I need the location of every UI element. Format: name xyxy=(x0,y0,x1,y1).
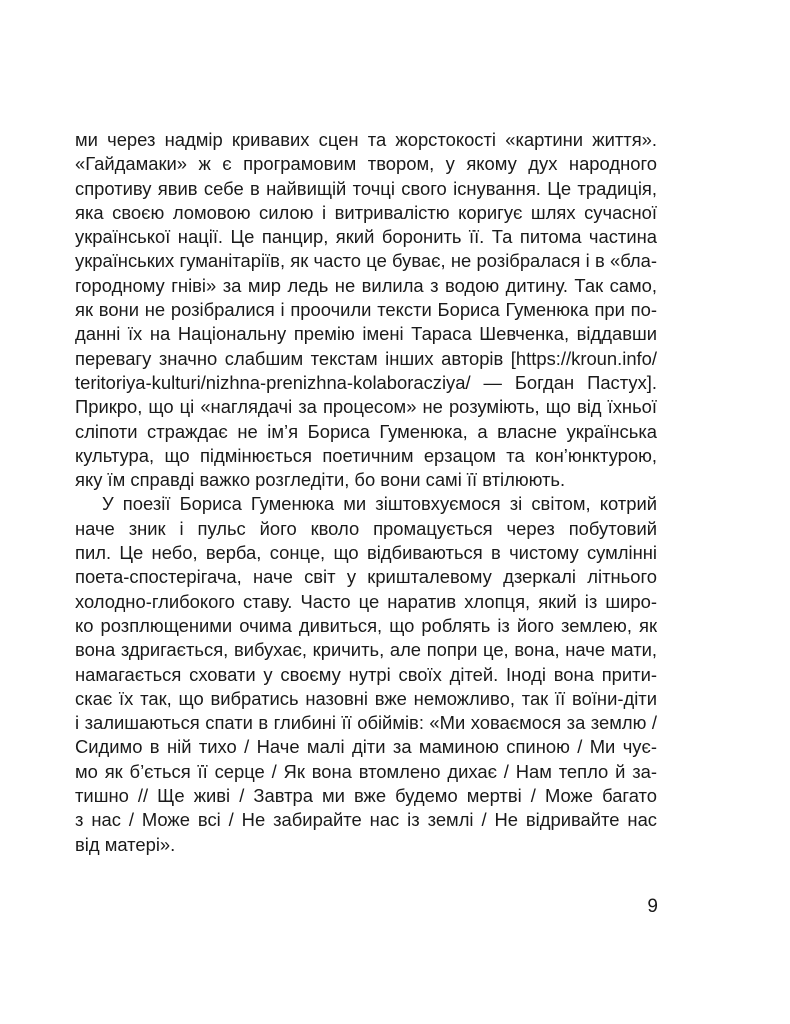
text-line: яку їм справді важко розгледіти, бо вони самі її втілюють. xyxy=(75,469,566,491)
text-line: скає їх так, що вибратись назовні вже неможливо, так її воїни-діти xyxy=(75,687,657,709)
text-line: як вони не розібралися і проочили тексти Бориса Гуменюка при по- xyxy=(75,299,657,321)
text-line: Сидимо в ній тихо / Наче малі діти за маминою спиною / Ми чує- xyxy=(75,736,657,758)
text-line: з нас / Може всі / Не забирайте нас із землі / Не відривайте нас xyxy=(75,809,657,831)
text-line: перевагу значно слабшим текстам інших авторів [https://kroun.info/ xyxy=(75,347,657,369)
text-line: ми через надмір кривавих сцен та жорстокості «картини життя». xyxy=(75,129,657,150)
text-line: мо як б’ється її серце / Як вона втомлено дихає / Нам тепло й за- xyxy=(75,760,657,782)
text-line: української нації. Це панцир, який боронить її. Та питома частина xyxy=(75,226,657,248)
paragraph-1 xyxy=(75,128,657,492)
paragraph-2 xyxy=(75,492,657,856)
text-line: яка своєю ломовою силою і витривалістю коригує шлях сучасної xyxy=(75,201,657,223)
text-line: сліпоти страждає не ім’я Бориса Гуменюка, а власне українська xyxy=(75,420,657,442)
text-line: і залишаються спати в глибині її обіймів: «Ми ховаємося за землю / xyxy=(75,712,657,734)
text-line: ко розплющеними очима дивиться, що роблять із його землею, як xyxy=(75,614,657,636)
text-line: Прикро, що ці «наглядачі за процесом» не розуміють, що від їхньої xyxy=(75,396,657,418)
page-body xyxy=(75,128,657,857)
text-line: данні їх на Національну премію імені Тараса Шевченка, віддавши xyxy=(75,323,657,345)
page-number: 9 xyxy=(647,896,658,917)
text-line: вона здригається, вибухає, кричить, але попри це, вона, наче мати, xyxy=(75,639,657,661)
text-line: пил. Це небо, верба, сонце, що відбиваються в чистому сумлінні xyxy=(75,542,657,564)
text-line: teritoriya-kulturi/nizhna-prenizhna-kolaboracziya/ — Богдан Пастух]. xyxy=(75,371,657,393)
text-line: наче зник і пульс його кволо промацується через побутовий xyxy=(75,517,657,539)
text-line: У поезії Бориса Гуменюка ми зіштовхуємося зі світом, котрий xyxy=(102,493,657,515)
text-line: від матері». xyxy=(75,833,176,855)
text-line: городному гніві» за мир ледь не вилила з водою дитину. Так само, xyxy=(75,274,657,296)
text-line: спротиву явив себе в найвищій точці свого існування. Це традиція, xyxy=(75,177,657,199)
text-line: поета-спостерігача, наче світ у кришталевому дзеркалі літнього xyxy=(75,566,657,588)
text-line: українських гуманітаріїв, як часто це буває, не розібралася і в «бла- xyxy=(75,250,657,272)
text-line: «Гайдамаки» ж є програмовим твором, у якому дух народного xyxy=(75,153,657,175)
text-line: намагається сховати у своєму нутрі своїх дітей. Іноді вона прити- xyxy=(75,663,657,685)
text-line: холодно-глибокого ставу. Часто це наратив хлопця, який із широ- xyxy=(75,590,657,612)
text-line: тишно // Ще живі / Завтра ми вже будемо мертві / Може багато xyxy=(75,785,657,807)
text-line: культура, що підмінюється поетичним ерзацом та кон’юнктурою, xyxy=(75,444,657,466)
